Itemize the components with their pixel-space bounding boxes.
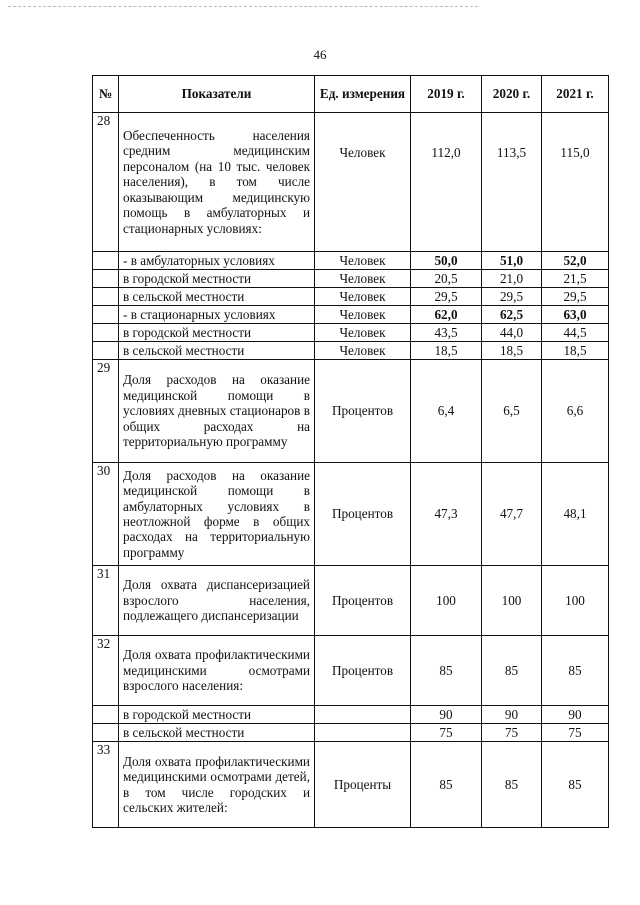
row-indicator: в сельской местности	[119, 342, 315, 360]
row-value-2019: 20,5	[411, 270, 482, 288]
row-indicator: - в амбулаторных условиях	[119, 252, 315, 270]
header-unit: Ед. измерения	[315, 76, 411, 113]
row-value-2021: 6,6	[542, 360, 609, 463]
row-indicator: Доля охвата профилактическими медицинскими осмотрами взрослого населения:	[119, 636, 315, 706]
table-row	[93, 306, 609, 324]
row-value-2019: 75	[411, 724, 482, 742]
row-value-2021: 52,0	[542, 252, 609, 270]
row-value-2020: 21,0	[482, 270, 542, 288]
row-value-2019: 50,0	[411, 252, 482, 270]
row-unit: Человек	[315, 113, 411, 252]
row-value-2019: 18,5	[411, 342, 482, 360]
row-value-2019: 85	[411, 742, 482, 828]
row-value-2020: 75	[482, 724, 542, 742]
row-value-2020: 90	[482, 706, 542, 724]
row-value-2021: 48,1	[542, 463, 609, 566]
header-2019: 2019 г.	[411, 76, 482, 113]
row-unit: Человек	[315, 252, 411, 270]
row-indicator: - в стационарных условиях	[119, 306, 315, 324]
header-2021: 2021 г.	[542, 76, 609, 113]
row-indicator: в городской местности	[119, 706, 315, 724]
row-unit: Процентов	[315, 463, 411, 566]
row-value-2020: 18,5	[482, 342, 542, 360]
row-unit: Человек	[315, 324, 411, 342]
row-value-2021: 115,0	[542, 113, 609, 252]
row-value-2020: 29,5	[482, 288, 542, 306]
row-number: 31	[93, 566, 119, 636]
table-row	[93, 270, 609, 288]
scan-edge	[8, 6, 478, 7]
row-value-2020: 47,7	[482, 463, 542, 566]
row-value-2020: 85	[482, 742, 542, 828]
table-row	[93, 252, 609, 270]
row-number	[93, 288, 119, 306]
row-number: 29	[93, 360, 119, 463]
table-row	[93, 724, 609, 742]
row-unit	[315, 706, 411, 724]
row-indicator: в сельской местности	[119, 724, 315, 742]
header-indicator: Показатели	[119, 76, 315, 113]
row-value-2019: 90	[411, 706, 482, 724]
row-number	[93, 706, 119, 724]
row-value-2021: 29,5	[542, 288, 609, 306]
row-value-2021: 85	[542, 636, 609, 706]
row-value-2021: 44,5	[542, 324, 609, 342]
page-number: 46	[313, 47, 327, 62]
row-value-2020: 6,5	[482, 360, 542, 463]
row-value-2019: 43,5	[411, 324, 482, 342]
row-value-2020: 51,0	[482, 252, 542, 270]
row-unit: Человек	[315, 342, 411, 360]
row-number	[93, 252, 119, 270]
row-number	[93, 724, 119, 742]
row-number	[93, 270, 119, 288]
row-value-2021: 100	[542, 566, 609, 636]
row-unit: Человек	[315, 306, 411, 324]
table-row	[93, 342, 609, 360]
table-header-row	[93, 76, 609, 113]
row-number	[93, 306, 119, 324]
row-indicator: в сельской местности	[119, 288, 315, 306]
row-unit: Проценты	[315, 742, 411, 828]
row-number: 28	[93, 113, 119, 252]
table-row	[93, 360, 609, 463]
row-value-2019: 112,0	[411, 113, 482, 252]
row-value-2019: 29,5	[411, 288, 482, 306]
row-indicator: Доля расходов на оказание медицинской помощи в амбулаторных условиях в неотложной форме в общих расходах на территориальную программу	[119, 463, 315, 566]
header-2020: 2020 г.	[482, 76, 542, 113]
row-value-2020: 44,0	[482, 324, 542, 342]
row-number: 30	[93, 463, 119, 566]
row-indicator: в городской местности	[119, 270, 315, 288]
row-indicator: Доля охвата профилактическими медицинскими осмотрами детей, в том числе городских и сельских жителей:	[119, 742, 315, 828]
row-value-2020: 113,5	[482, 113, 542, 252]
row-value-2021: 75	[542, 724, 609, 742]
row-value-2019: 47,3	[411, 463, 482, 566]
row-unit: Человек	[315, 270, 411, 288]
row-number	[93, 324, 119, 342]
row-number: 33	[93, 742, 119, 828]
row-value-2020: 100	[482, 566, 542, 636]
row-number	[93, 342, 119, 360]
table-row	[93, 706, 609, 724]
row-unit	[315, 724, 411, 742]
table-row	[93, 566, 609, 636]
table-row	[93, 636, 609, 706]
table-row	[93, 324, 609, 342]
row-value-2021: 90	[542, 706, 609, 724]
indicators-table	[92, 75, 609, 828]
row-unit: Человек	[315, 288, 411, 306]
row-value-2020: 62,5	[482, 306, 542, 324]
row-value-2019: 6,4	[411, 360, 482, 463]
row-value-2019: 62,0	[411, 306, 482, 324]
table-row	[93, 113, 609, 252]
row-indicator: Доля охвата диспансеризацией взрослого населения, подлежащего диспансеризации	[119, 566, 315, 636]
row-value-2021: 63,0	[542, 306, 609, 324]
row-value-2021: 85	[542, 742, 609, 828]
row-indicator: Доля расходов на оказание медицинской помощи в условиях дневных стационаров в общих расходах на территориальную программу	[119, 360, 315, 463]
table-row	[93, 288, 609, 306]
table-row	[93, 463, 609, 566]
row-value-2019: 85	[411, 636, 482, 706]
header-num: №	[93, 76, 119, 113]
table-row	[93, 742, 609, 828]
row-value-2019: 100	[411, 566, 482, 636]
row-unit: Процентов	[315, 636, 411, 706]
row-indicator: Обеспеченность населения средним медицинским персоналом (на 10 тыс. человек населения), в том числе оказывающим медицинскую помощь в амбулаторных и стационарных условиях:	[119, 113, 315, 252]
row-unit: Процентов	[315, 566, 411, 636]
row-value-2021: 18,5	[542, 342, 609, 360]
row-indicator: в городской местности	[119, 324, 315, 342]
row-unit: Процентов	[315, 360, 411, 463]
row-value-2021: 21,5	[542, 270, 609, 288]
row-value-2020: 85	[482, 636, 542, 706]
row-number: 32	[93, 636, 119, 706]
